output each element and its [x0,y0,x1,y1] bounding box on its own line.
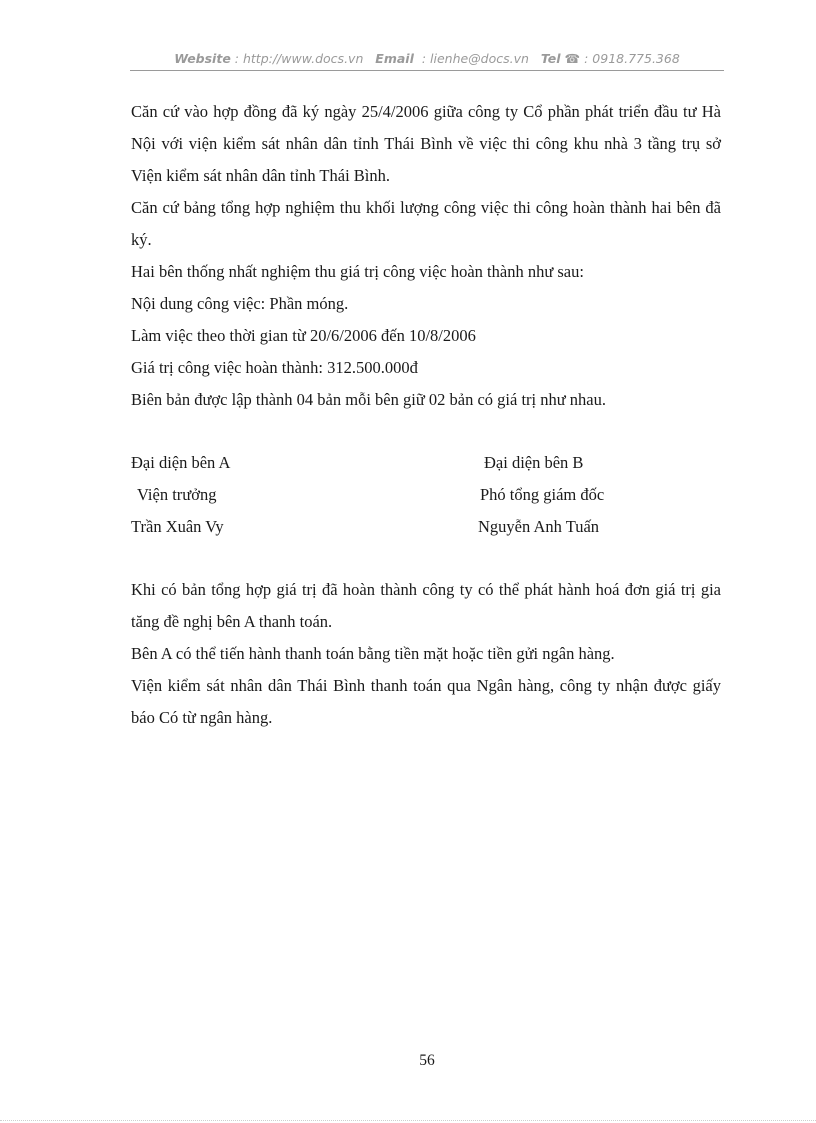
work-value-line: Giá trị công việc hoàn thành: 312.500.000đ [131,358,418,377]
payment-method-line: Bên A có thể tiến hành thanh toán bằng tiền mặt hoặc tiền gửi ngân hàng. [131,644,615,663]
work-content-line: Nội dung công việc: Phần móng. [131,294,349,313]
header-divider [130,70,724,71]
email-value: : lienhe@docs.vn [421,51,529,66]
party-a-name: Trần Xuân Vy [131,517,224,536]
paragraph-contract-basis: Căn cứ vào hợp đồng đã ký ngày 25/4/2006 giữa công ty Cổ phần phát triển đầu tư Hà Nội với viện kiểm sát nhân dân tỉnh Thái Bình về việc thi công khu nhà 3 tầng trụ sở Viện kiểm sát nhân dân tỉnh Thái Bình. [131,102,721,185]
page-header [130,51,724,66]
tel-value: : 0918.775.368 [584,51,680,66]
paragraph-acceptance-basis: Căn cứ bảng tổng hợp nghiệm thu khối lượng công việc thi công hoàn thành hai bên đã ký. [131,198,721,249]
party-a-title: Đại diện bên A [131,453,231,472]
work-period-line: Làm việc theo thời gian từ 20/6/2006 đến 10/8/2006 [131,326,476,345]
party-b-name: Nguyễn Anh Tuấn [478,517,600,536]
page-bottom-edge [0,1120,816,1121]
party-b-position: Phó tổng giám đốc [480,485,605,504]
copies-line: Biên bản được lập thành 04 bản mỗi bên giữ 02 bản có giá trị như nhau. [131,390,606,409]
website-value: : http://www.docs.vn [234,51,364,66]
party-b-title: Đại diện bên B [484,453,584,472]
phone-icon: ☎ [564,51,581,66]
party-a-position: Viện trưởng [137,485,217,504]
tel-label: Tel [540,51,561,66]
paragraph-bank-payment: Viện kiểm sát nhân dân Thái Bình thanh toán qua Ngân hàng, công ty nhận được giấy báo Có từ ngân hàng. [131,676,721,727]
email-label: Email [375,51,414,66]
agreement-line: Hai bên thống nhất nghiệm thu giá trị công việc hoàn thành như sau: [131,262,584,281]
page-number: 56 [419,1052,435,1069]
website-label: Website [174,51,231,66]
paragraph-invoice: Khi có bản tổng hợp giá trị đã hoàn thành công ty có thể phát hành hoá đơn giá trị gia tăng đề nghị bên A thanh toán. [131,580,721,631]
